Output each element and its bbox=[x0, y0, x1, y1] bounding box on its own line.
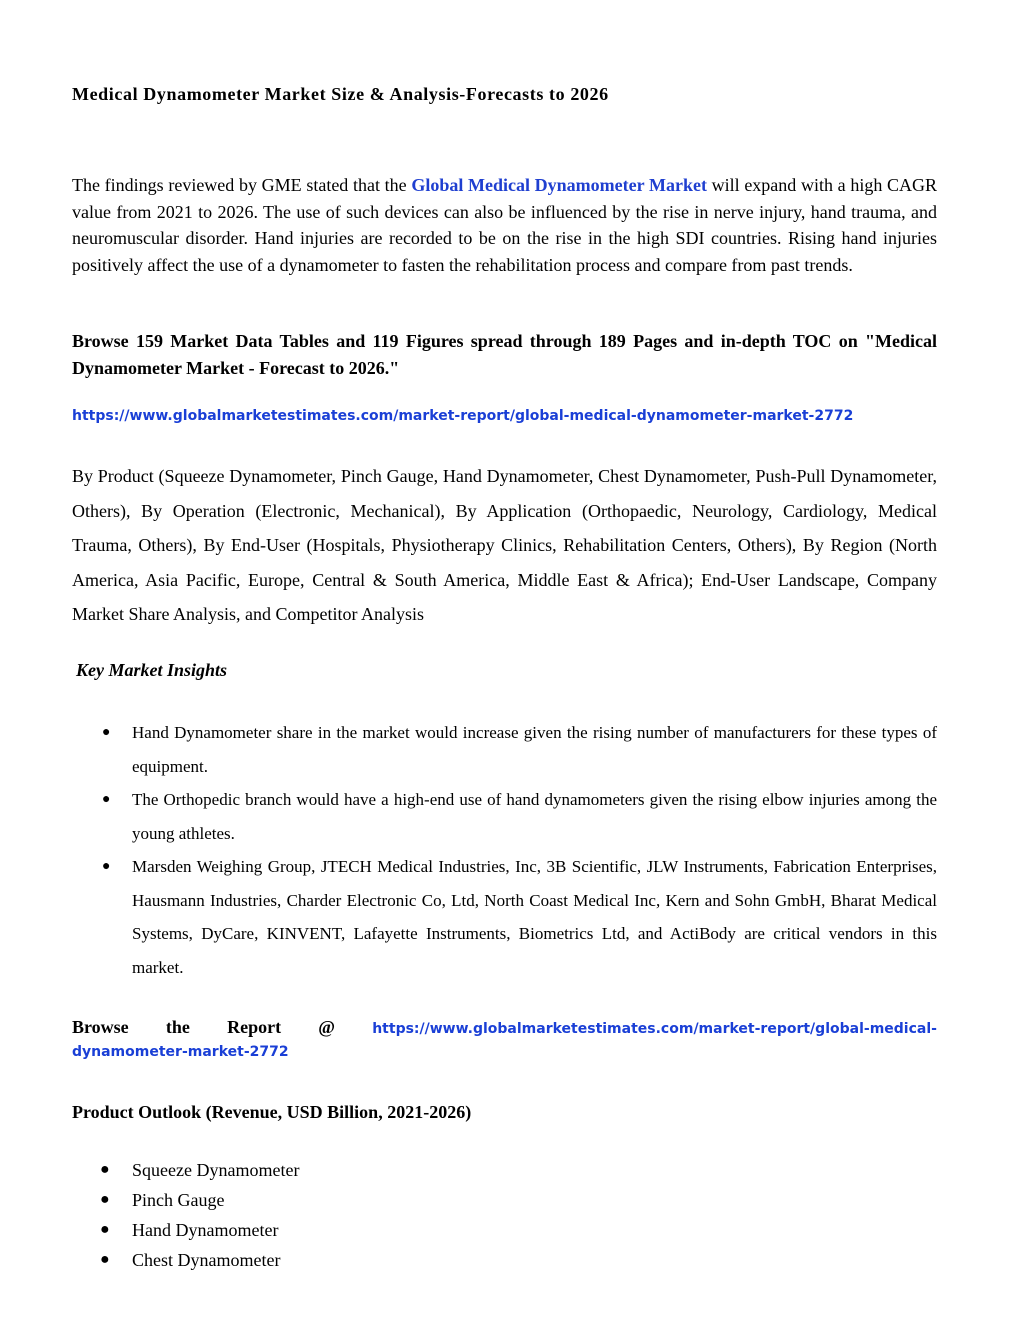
at-symbol: @ bbox=[318, 1017, 336, 1037]
list-item bbox=[72, 850, 937, 984]
bullet-icon: ● bbox=[100, 1191, 110, 1208]
list-item bbox=[72, 1215, 299, 1245]
list-item bbox=[72, 1155, 299, 1185]
bullet-icon: ● bbox=[100, 1161, 110, 1178]
intro-text-after: will expand with a high CAGR value from 2021 to 2026. The use of such devices can also be influenced by the rise in nerve injury, hand trauma, and neuromuscular disorder. Hand injuries are recorded to be on the rise in the high SDI countries. Rising hand injuries positively affect the use of a dynamometer to fasten the rehabilitation process and compare from past trends. bbox=[72, 175, 938, 275]
report-link[interactable]: https://www.globalmarketestimates.com/market-report/global-medical-dynamometer-market-2772 bbox=[72, 408, 854, 424]
product-list bbox=[72, 1155, 299, 1275]
report-word: Report bbox=[227, 1017, 282, 1037]
insight-text: Hand Dynamometer share in the market would increase given the rising number of manufacturers for these types of equipment. bbox=[132, 723, 937, 776]
browse-toc-heading: Browse 159 Market Data Tables and 119 Figures spread through 189 Pages and in-depth TOC on "Medical Dynamometer Market - Forecast to 2026." bbox=[72, 331, 937, 378]
product-name: Chest Dynamometer bbox=[132, 1250, 281, 1270]
bullet-icon: ● bbox=[100, 1251, 110, 1268]
product-name: Squeeze Dynamometer bbox=[132, 1160, 300, 1180]
the-word: the bbox=[165, 1017, 190, 1037]
market-name-highlight: Global Medical Dynamometer Market bbox=[411, 175, 707, 195]
browse-report-link-continued[interactable]: dynamometer-market-2772 bbox=[72, 1044, 289, 1060]
product-name: Hand Dynamometer bbox=[132, 1220, 279, 1240]
document-title: Medical Dynamometer Market Size & Analysis-Forecasts to 2026 bbox=[72, 84, 609, 104]
list-item bbox=[72, 1245, 299, 1275]
list-item bbox=[72, 1185, 299, 1215]
intro-text-before: The findings reviewed by GME stated that the bbox=[72, 175, 412, 195]
bullet-icon: ● bbox=[100, 1221, 110, 1238]
product-name: Pinch Gauge bbox=[132, 1190, 225, 1210]
insight-text: The Orthopedic branch would have a high-end use of hand dynamometers given the rising elbow injuries among the young athletes. bbox=[132, 790, 937, 843]
bullet-icon: ● bbox=[102, 859, 111, 874]
list-item bbox=[72, 783, 937, 850]
browse-word: Browse bbox=[72, 1017, 129, 1037]
list-item bbox=[72, 716, 937, 783]
product-outlook-heading: Product Outlook (Revenue, USD Billion, 2021-2026) bbox=[72, 1102, 472, 1122]
bullet-icon: ● bbox=[102, 725, 111, 740]
browse-report-line bbox=[72, 1017, 937, 1061]
intro-paragraph bbox=[72, 172, 937, 278]
bullet-icon: ● bbox=[102, 792, 111, 807]
browse-report-link[interactable]: https://www.globalmarketestimates.com/market-report/global-medical- bbox=[372, 1021, 937, 1037]
key-insights-list bbox=[72, 716, 937, 984]
insight-text: Marsden Weighing Group, JTECH Medical Industries, Inc, 3B Scientific, JLW Instruments, Fabrication Enterprises, Hausmann Industries, Charder Electronic Co, Ltd, North Coast Medical Inc, Kern and Sohn GmbH, Bharat Medical Systems, DyCare, KINVENT, Lafayette Instruments, Biometrics Ltd, and ActiBody are critical vendors in this market. bbox=[132, 857, 937, 977]
key-insights-heading: Key Market Insights bbox=[76, 660, 228, 680]
segmentation-paragraph: By Product (Squeeze Dynamometer, Pinch Gauge, Hand Dynamometer, Chest Dynamometer, Push-Pull Dynamometer, Others), By Operation (Electronic, Mechanical), By Application (Orthopaedic, Neurology, Cardiology, Medical Trauma, Others), By End-User (Hospitals, Physiotherapy Clinics, Rehabilitation Centers, Others), By Region (North America, Asia Pacific, Europe, Central & South America, Middle East & Africa); End-User Landscape, Company Market Share Analysis, and Competitor Analysis bbox=[72, 466, 937, 624]
